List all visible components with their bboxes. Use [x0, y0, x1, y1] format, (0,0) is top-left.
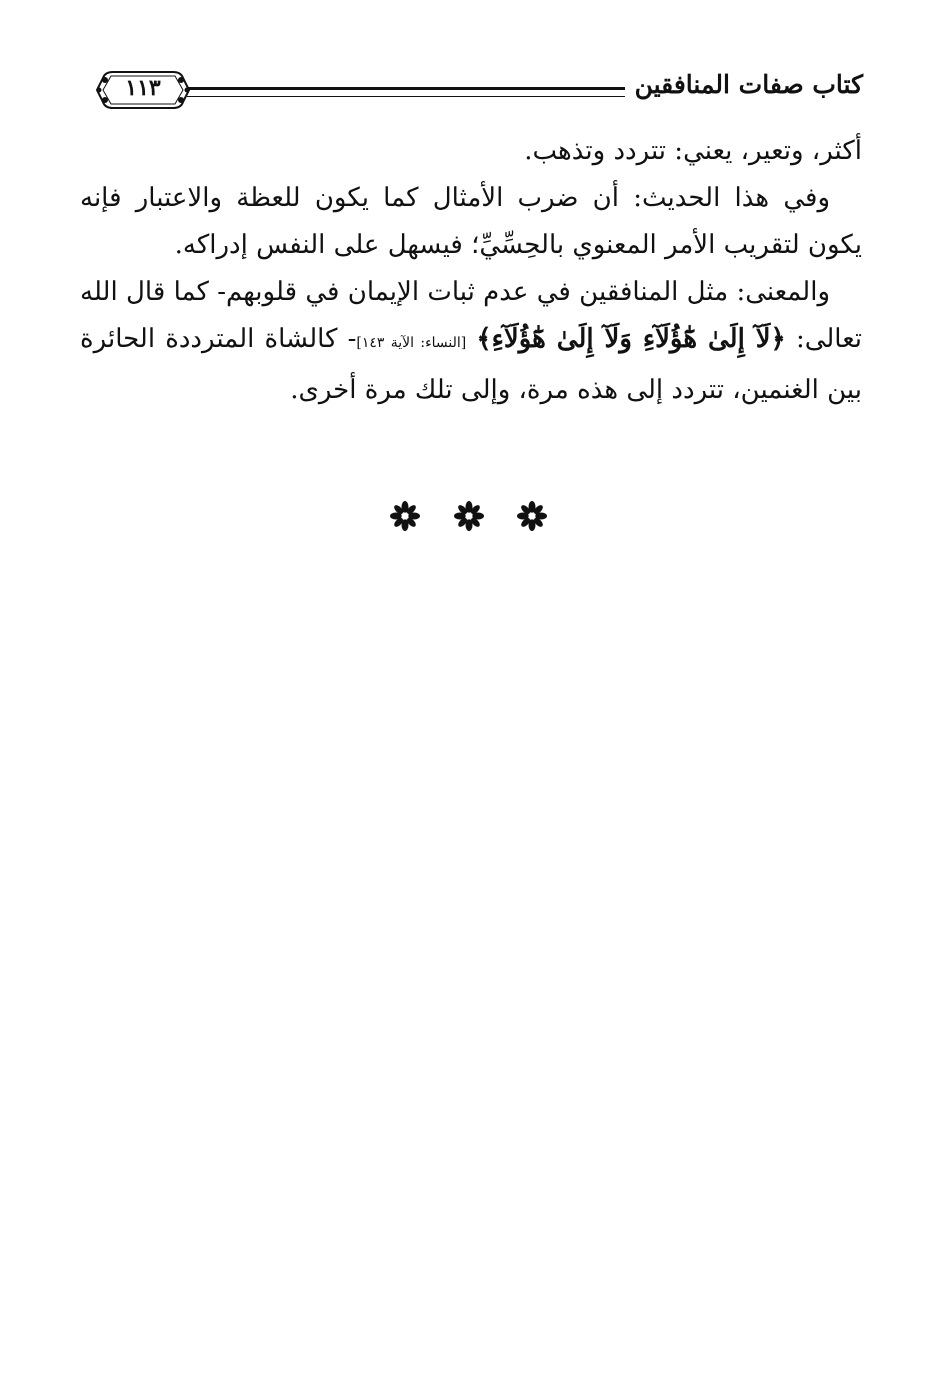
- verse-citation: [النساء: الآية ١٤٣]: [356, 335, 467, 351]
- section-separator: [0, 500, 937, 540]
- body-text: [80, 128, 862, 414]
- page-number-badge: [95, 64, 191, 116]
- paragraph-1: أكثر، وتعير، يعني: تتردد وتذهب.: [524, 136, 862, 166]
- flower-star-icon: [389, 500, 421, 532]
- header-rule: [187, 87, 625, 97]
- paragraph-3-rest: - كالشاة المترددة الحائرة بين الغنمين، تتردد إلى هذه مرة، وإلى تلك مرة أخرى.: [80, 324, 862, 405]
- quran-verse: ﴿لَآ إِلَىٰ هَٰٓؤُلَآءِ وَلَآ إِلَىٰ هَٰٓؤُلَآءِ﴾: [476, 324, 786, 354]
- flower-star-icon: [516, 500, 548, 532]
- flower-star-icon: [453, 500, 485, 532]
- paragraph-2: وفي هذا الحديث: أن ضرب الأمثال كما يكون للعظة والاعتبار فإنه يكون لتقريب الأمر المعنوي بالحِسِّيِّ؛ فيسهل على النفس إدراكه.: [80, 183, 862, 260]
- paragraph-3: [80, 269, 862, 414]
- book-title: كتاب صفات المنافقين: [634, 70, 863, 99]
- page-number: ١١٣: [125, 75, 161, 101]
- page-header: [95, 64, 863, 120]
- paragraph-3-intro: والمعنى: مثل المنافقين في عدم ثبات الإيمان في قلوبهم- كما قال الله تعالى:: [80, 277, 862, 354]
